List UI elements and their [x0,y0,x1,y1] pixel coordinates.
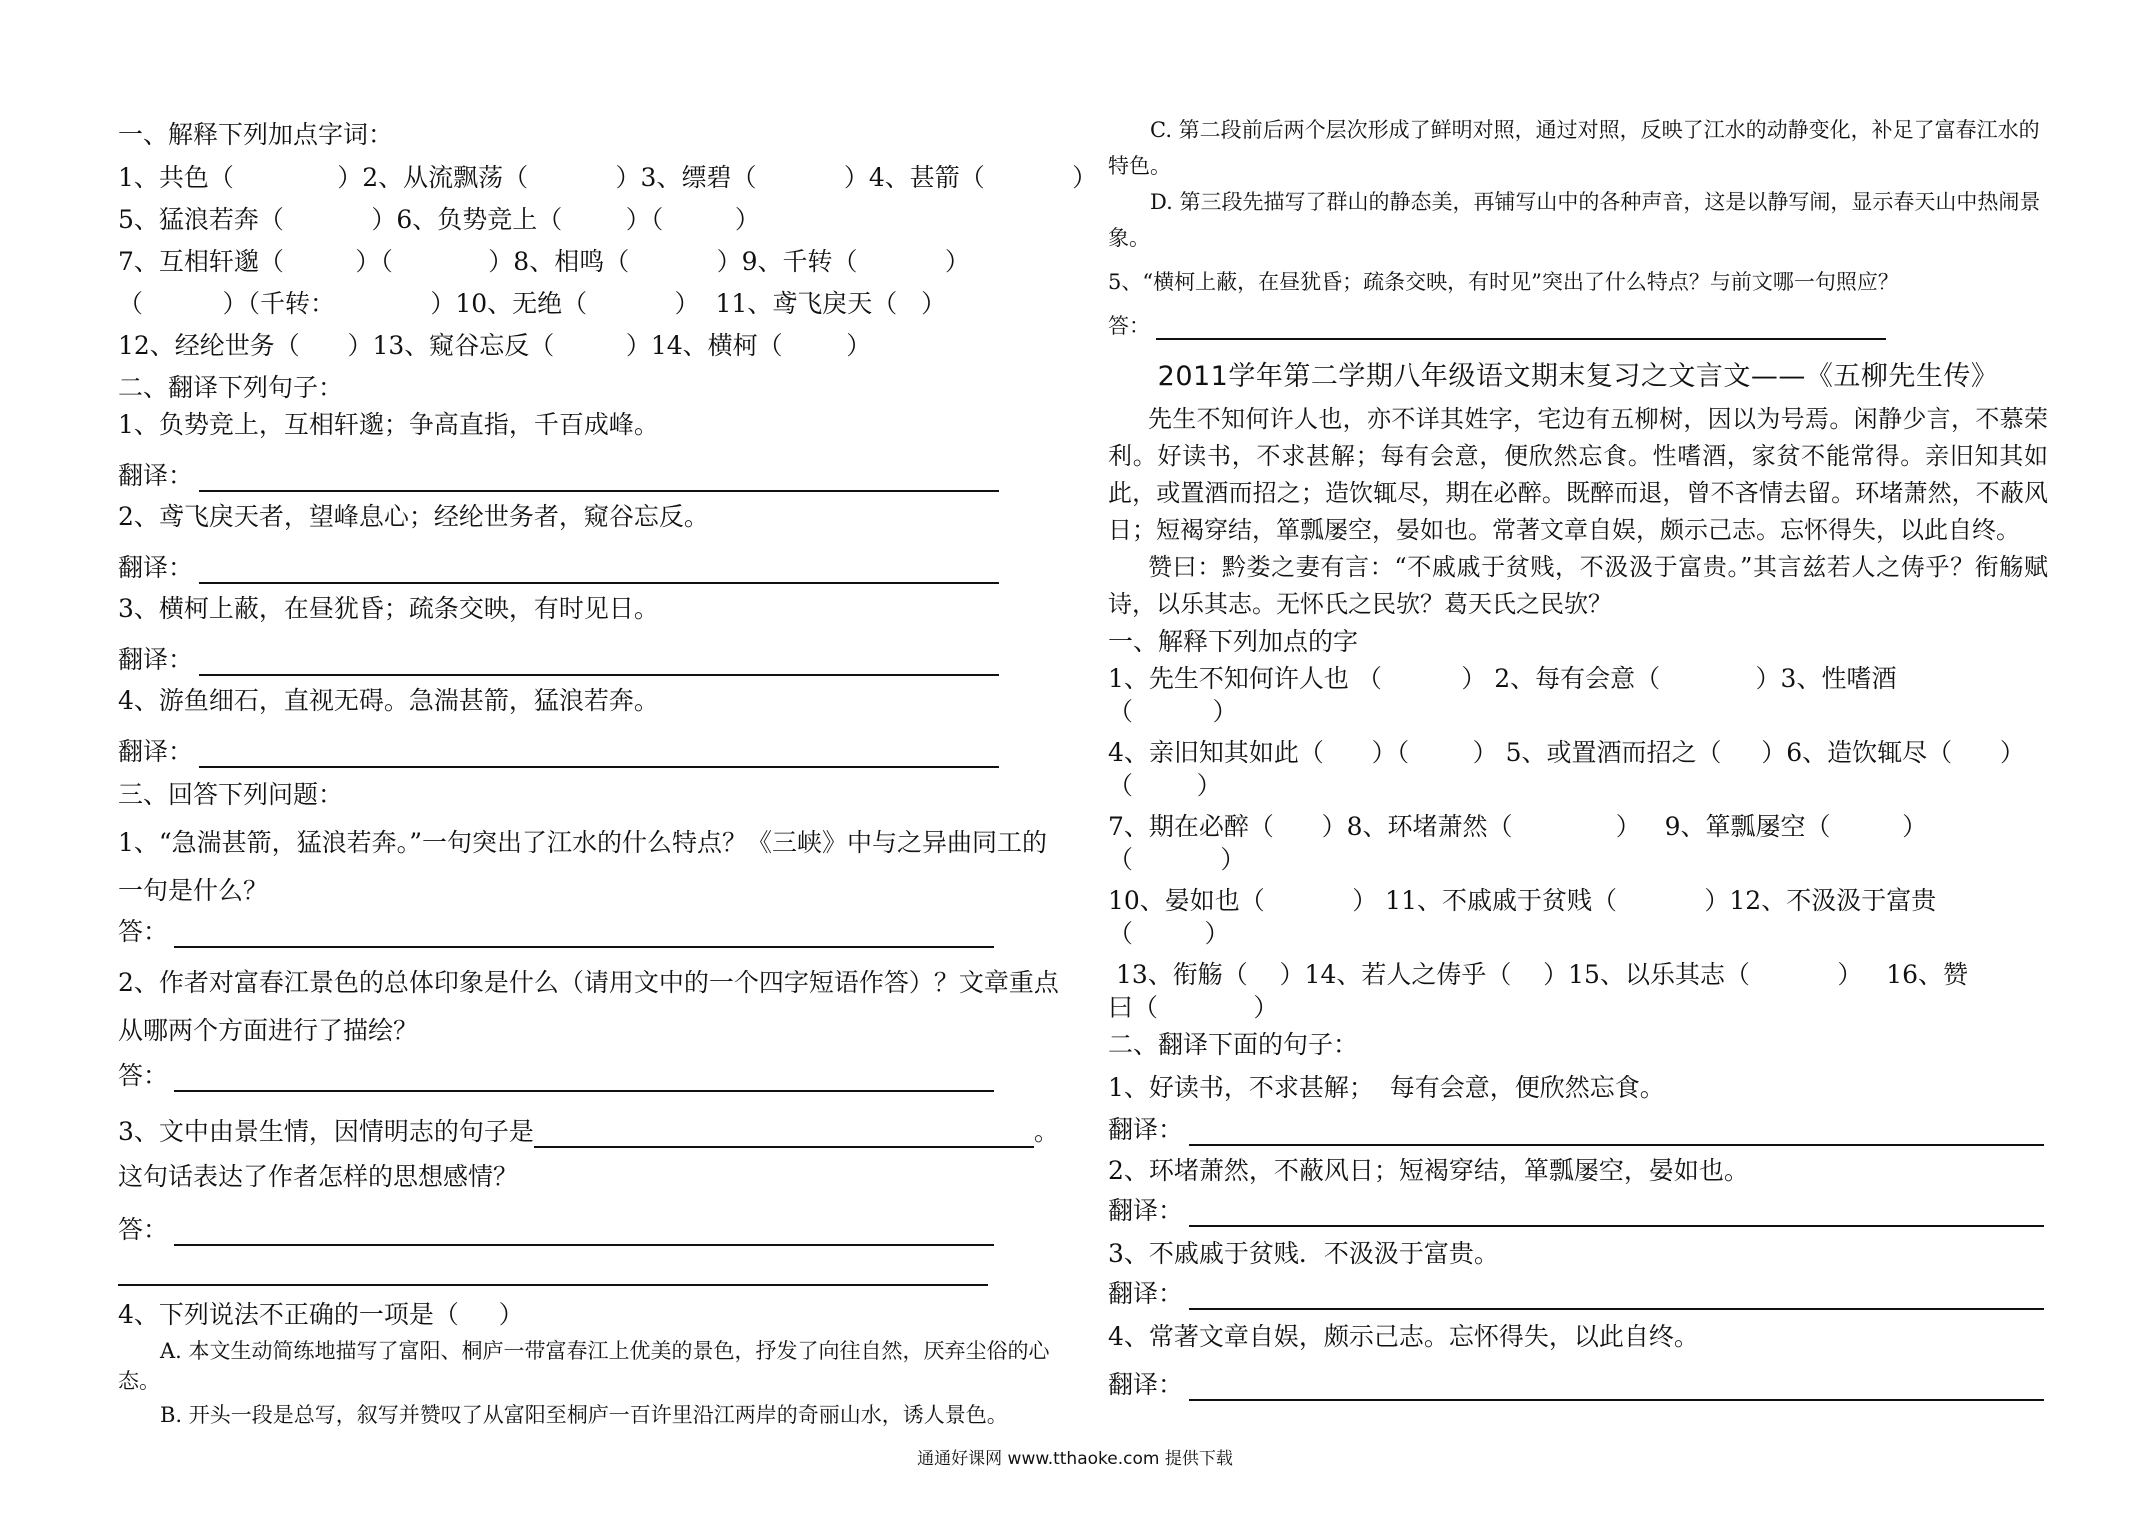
left-column [118,118,1098,1430]
translate-label: 翻译： [118,461,194,490]
question-text: 这句话表达了作者怎样的思想感情？ [118,1162,519,1191]
translate-label: 翻译： [1108,1115,1184,1144]
answer-label: 答： [118,917,169,946]
question-with-blank [118,1092,1073,1148]
section-heading: 一、解释下列加点字词： [118,120,394,149]
vocab-line: （ ） [1108,771,1222,800]
answer-label: 答： [1108,314,1150,338]
translate-sentence: 4、常著文章自娱，颇示己志。忘怀得失，以此自终。 [1108,1322,1699,1351]
question-text: 5、“横柯上蔽，在昼犹昏；疏条交映，有时见”突出了什么特点？与前文哪一句照应？ [1108,270,1899,294]
vocab-line: （ ） [1108,919,1230,948]
answer-line[interactable] [174,945,994,948]
answer-line[interactable] [1189,1224,2044,1227]
translate-answer [1108,1353,2048,1401]
translate-label: 翻译： [1108,1279,1184,1308]
translate-label: 翻译： [118,553,194,582]
vocab-line: 曰（ ） [1108,993,1279,1022]
translate-label: 翻译： [1108,1370,1184,1399]
question-text: 3、文中由景生情，因情明志的句子是 [118,1117,534,1146]
section-heading: 三、回答下列问题： [118,780,344,809]
choice-b: B. 开头一段是总写，叙写并赞叹了从富阳至桐庐一百许里沿江两岸的奇丽山水，诱人景色。 [160,1403,1008,1427]
translate-sentence: 4、游鱼细石，直视无碍。急湍甚箭，猛浪若奔。 [118,686,659,715]
answer-row [118,1052,1073,1092]
section-heading: 二、翻译下面的句子： [1108,1030,1359,1059]
translate-answer [1108,1270,2048,1310]
translate-answer [118,722,1073,768]
vocab-line: 12、经纶世务（ ）13、窥谷忘反（ ）14、横柯（ ） [118,331,872,360]
vocab-line: 13、衔觞（ ）14、若人之俦乎（ ）15、以乐其志（ ） 16、赞 [1108,960,1969,989]
question-text: 4、下列说法不正确的一项是（ ） [118,1300,524,1329]
vocab-line: 10、晏如也（ ） 11、不戚戚于贫贱（ ）12、不汲汲于富贵 [1108,886,1937,915]
page-footer: 通通好课网 www.tthaoke.com 提供下载 [917,1449,1233,1469]
passage-title: 2011学年第二学期八年级语文期末复习之文言文——《五柳先生传》 [1157,361,1999,392]
translate-answer [118,446,1073,492]
question-text: 2、作者对富春江景色的总体印象是什么（请用文中的一个四字短语作答）？文章重点 [118,968,1059,997]
vocab-line: 5、猛浪若奔（ ）6、负势竞上（ ）（ ） [118,205,760,234]
translate-answer [1108,1187,2048,1227]
answer-line[interactable] [199,673,999,676]
answer-line[interactable] [199,765,999,768]
answer-label: 答： [118,1061,169,1090]
translate-sentence: 3、横柯上蔽，在昼犹昏；疏条交映，有时见日。 [118,594,659,623]
question-text: 一句是什么？ [118,876,269,905]
answer-line[interactable] [1189,1398,2044,1401]
vocab-line: （ ） [1108,845,1246,874]
translate-sentence: 2、环堵萧然，不蔽风日；短褐穿结，箪瓢屡空，晏如也。 [1108,1156,1749,1185]
answer-row [118,1246,1073,1288]
answer-row [118,912,1073,948]
answer-line[interactable] [199,489,999,492]
answer-line[interactable] [1189,1307,2044,1310]
question-text: 1、“急湍甚箭，猛浪若奔。”一句突出了江水的什么特点？《三峡》中与之异曲同工的 [118,828,1047,857]
translate-answer [118,538,1073,584]
vocab-line: （ ）（千转： ）10、无绝（ ） 11、鸢飞戾天（ ） [118,289,947,318]
vocab-line: 1、先生不知何许人也 （ ） 2、每有会意（ ）3、性嗜酒 [1108,664,1897,693]
translate-label: 翻译： [118,645,194,674]
passage-paragraph: 赞曰：黔娄之妻有言：“不戚戚于贫贱，不汲汲于富贵。”其言兹若人之俦乎？衔觞赋诗，以乐其志。无怀氏之民欤？葛天氏之民欤？ [1108,553,2048,618]
translate-sentence: 1、负势竞上，互相轩邈；争高直指，千百成峰。 [118,410,659,439]
answer-row [1108,300,2048,340]
answer-line[interactable] [199,581,999,584]
answer-blank[interactable] [534,1145,1034,1148]
vocab-line: 1、共色（ ）2、从流飘荡（ ）3、缥碧（ ）4、甚箭（ ） [118,163,1098,192]
translate-answer [118,630,1073,676]
translate-sentence: 1、好读书，不求甚解； 每有会意，便欣然忘食。 [1108,1073,1665,1102]
passage-paragraph: 先生不知何许人也，亦不详其姓字，宅边有五柳树，因以为号焉。闲静少言，不慕荣利。好读书，不求甚解；每有会意，便欣然忘食。性嗜酒，家贫不能常得。亲旧知其如此，或置酒而招之；造饮辄尽，期在必醉。既醉而退，曾不吝情去留。环堵萧然，不蔽风日；短褐穿结，箪瓢屡空，晏如也。常著文章自娱，颇示己志。忘怀得失，以此自终。 [1108,405,2048,544]
vocab-line: 7、互相轩邈（ ）（ ）8、相鸣（ ）9、千转（ ） [118,247,970,276]
choice-c: C. 第二段前后两个层次形成了鲜明对照，通过对照，反映了江水的动静变化，补足了富春江水的特色。 [1108,118,2040,178]
choice-a: A. 本文生动简练地描写了富阳、桐庐一带富春江上优美的景色，抒发了向往自然，厌弃尘俗的心态。 [118,1339,1050,1393]
translate-label: 翻译： [118,737,194,766]
answer-line[interactable] [118,1283,988,1286]
section-heading: 一、解释下列加点的字 [1108,627,1359,656]
translate-sentence: 3、不戚戚于贫贱．不汲汲于富贵。 [1108,1239,1499,1268]
vocab-line: 4、亲旧知其如此（ ）（ ） 5、或置酒而招之（ ）6、造饮辄尽（ ） [1108,738,2025,767]
question-text: 从哪两个方面进行了描绘？ [118,1016,419,1045]
translate-label: 翻译： [1108,1196,1184,1225]
translate-sentence: 2、鸢飞戾天者，望峰息心；经纶世务者，窥谷忘反。 [118,502,709,531]
section-heading: 二、翻译下列句子： [118,373,344,402]
answer-line[interactable] [1156,337,1886,340]
answer-label: 答： [118,1215,169,1244]
answer-row [118,1198,1073,1246]
vocab-line: （ ） [1108,697,1238,726]
answer-line[interactable] [1189,1143,2044,1146]
translate-answer [1108,1104,2048,1146]
answer-line[interactable] [174,1089,994,1092]
vocab-line: 7、期在必醉（ ）8、环堵萧然（ ） 9、箪瓢屡空（ ） [1108,812,1928,841]
right-column [1108,112,2048,1401]
punctuation: 。 [1033,1117,1059,1146]
choice-d: D. 第三段先描写了群山的静态美，再铺写山中的各种声音，这是以静写闹，显示春天山中热闹景象。 [1108,190,2041,250]
